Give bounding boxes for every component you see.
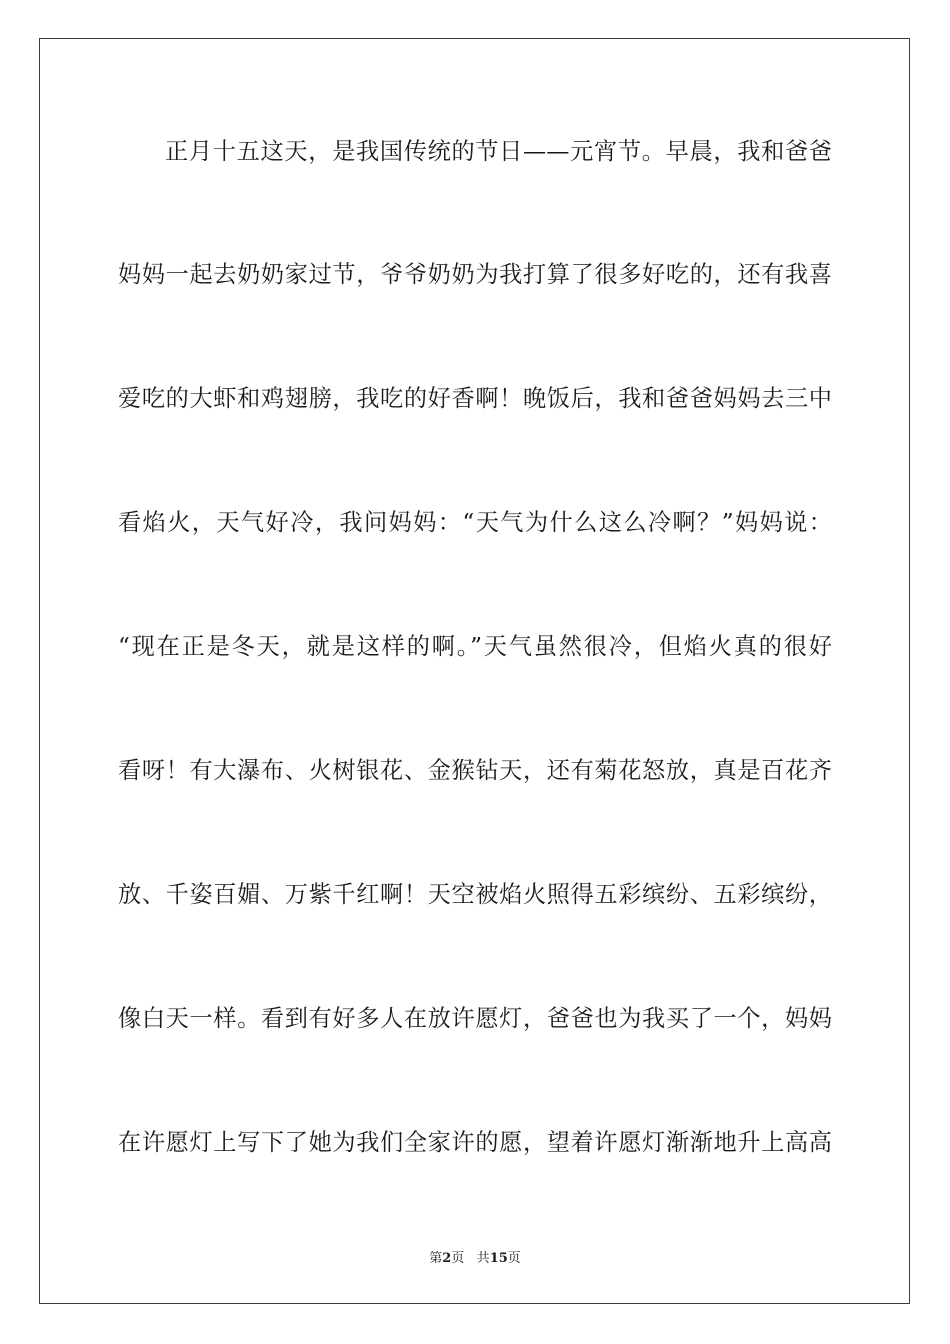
page-prefix: 第 <box>429 1251 443 1266</box>
page-footer <box>0 1247 950 1266</box>
page-border <box>39 38 910 1304</box>
page-number: 2 <box>442 1251 452 1266</box>
text-line: “现在正是冬天，就是这样的啊。”天气虽然很冷，但焰火真的很好 <box>118 633 832 660</box>
page-suffix: 页 <box>451 1251 465 1266</box>
text-line: 看焰火，天气好冷，我问妈妈：“天气为什么这么冷啊？”妈妈说： <box>118 509 832 536</box>
text-line: 看呀！有大瀑布、火树银花、金猴钻天，还有菊花怒放，真是百花齐 <box>118 757 832 784</box>
text-line: 放、千姿百媚、万紫千红啊！天空被焰火照得五彩缤纷、五彩缤纷， <box>118 881 832 908</box>
text-line: 在许愿灯上写下了她为我们全家许的愿，望着许愿灯渐渐地升上高高 <box>118 1129 832 1156</box>
text-line: 像白天一样。看到有好多人在放许愿灯，爸爸也为我买了一个，妈妈 <box>118 1005 832 1032</box>
text-line: 妈妈一起去奶奶家过节，爷爷奶奶为我打算了很多好吃的，还有我喜 <box>118 261 832 288</box>
total-suffix: 页 <box>507 1251 521 1266</box>
total-prefix: 共 <box>476 1251 490 1266</box>
total-pages: 15 <box>489 1251 508 1266</box>
text-line: 爱吃的大虾和鸡翅膀，我吃的好香啊！晚饭后，我和爸爸妈妈去三中 <box>118 385 832 412</box>
text-line: 正月十五这天，是我国传统的节日——元宵节。早晨，我和爸爸 <box>165 138 832 165</box>
